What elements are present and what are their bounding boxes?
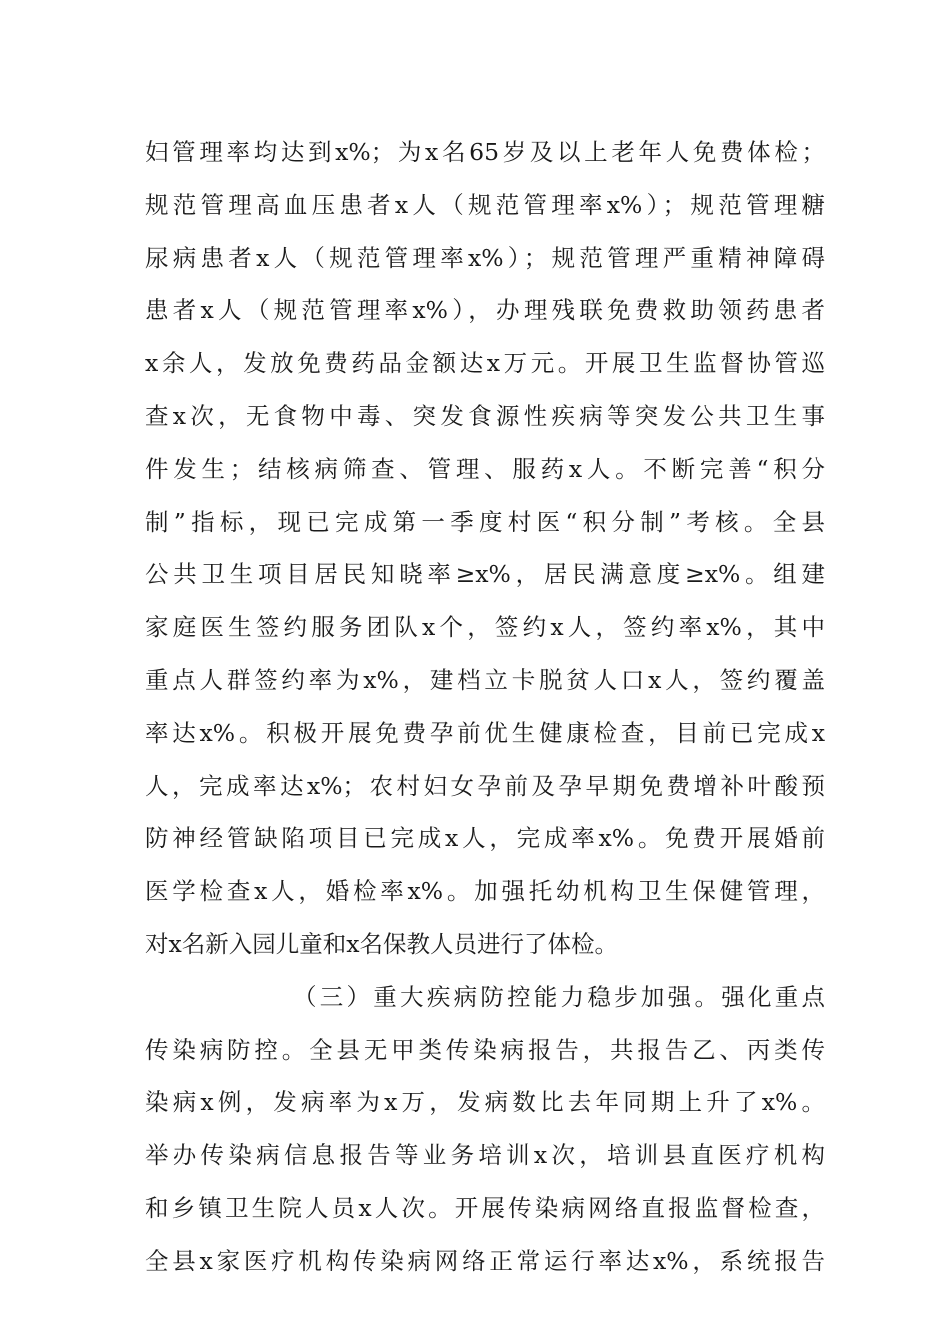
text-line: 查x次，无食物中毒、突发食源性疾病等突发公共卫生事 — [145, 401, 825, 430]
text-line: 医学检查x人，婚检率x%。加强托幼机构卫生保健管理， — [145, 877, 825, 906]
text-line: 尿病患者x人（规范管理率x%）；规范管理严重精神障碍 — [145, 243, 825, 272]
text-line: 人，完成率达x%；农村妇女孕前及孕早期免费增补叶酸预 — [145, 771, 825, 800]
text-line: 妇管理率均达到x%；为x名65岁及以上老年人免费体检； — [145, 138, 825, 166]
text-line: 率达x%。积极开展免费孕前优生健康检查，目前已完成x — [145, 718, 825, 747]
text-line: 举办传染病信息报告等业务培训x次，培训县直医疗机构 — [145, 1141, 825, 1170]
text-line: 全县x家医疗机构传染病网络正常运行率达x%，系统报告 — [145, 1246, 825, 1275]
text-line: 件发生；结核病筛查、管理、服药x人。不断完善“积分 — [145, 454, 825, 483]
section-heading-line: （三）重大疾病防控能力稳步加强。强化重点 — [293, 982, 825, 1011]
text-line: x余人，发放免费药品金额达x万元。开展卫生监督协管巡 — [145, 349, 825, 378]
text-line: 患者x人（规范管理率x%），办理残联免费救助领药患者 — [145, 296, 825, 325]
text-line: 公共卫生项目居民知晓率≥x%，居民满意度≥x%。组建 — [145, 560, 825, 589]
document-body — [145, 130, 825, 1292]
text-line: 对x名新入园儿童和x名保教人员进行了体检。 — [145, 929, 619, 958]
text-line: 和乡镇卫生院人员x人次。开展传染病网络直报监督检查， — [145, 1193, 825, 1222]
text-line: 防神经管缺陷项目已完成x人，完成率x%。免费开展婚前 — [145, 824, 825, 853]
text-line: 家庭医生签约服务团队x个，签约x人，签约率x%，其中 — [145, 613, 825, 642]
text-line: 染病x例，发病率为x万，发病数比去年同期上升了x%。 — [145, 1088, 825, 1117]
text-line: 重点人群签约率为x%，建档立卡脱贫人口x人，签约覆盖 — [145, 665, 825, 694]
text-line: 规范管理高血压患者x人（规范管理率x%）；规范管理糖 — [145, 190, 825, 219]
text-line: 制”指标，现已完成第一季度村医“积分制”考核。全县 — [145, 507, 825, 536]
text-line: 传染病防控。全县无甲类传染病报告，共报告乙、丙类传 — [145, 1035, 825, 1064]
